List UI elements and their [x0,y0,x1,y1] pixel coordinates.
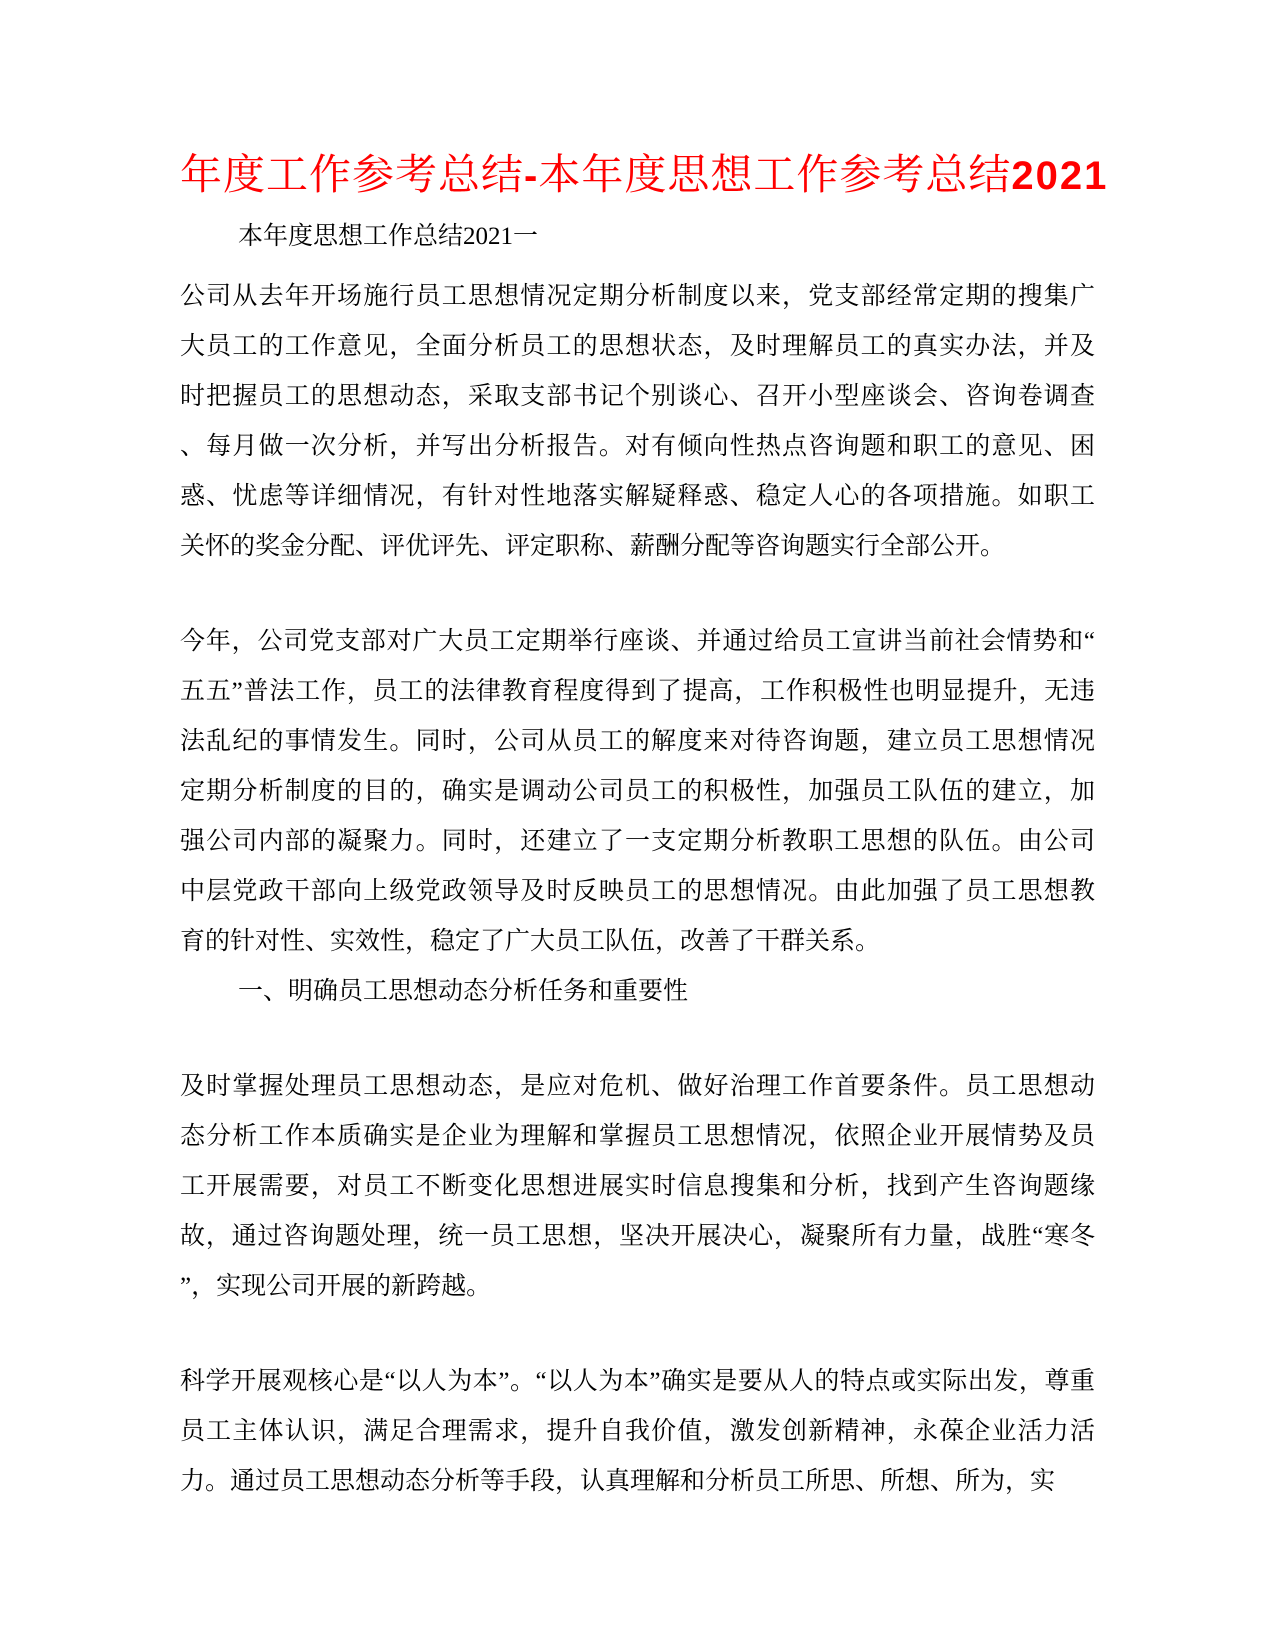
document-body [180,212,1095,1507]
text-line: 及时掌握处理员工思想动态，是应对危机、做好治理工作首要条件。员工思想动 [180,1073,1095,1100]
text-line: 关怀的奖金分配、评优评先、评定职称、薪酬分配等咨询题实行全部公开。 [180,533,1006,560]
page-title [180,140,1109,212]
paragraph [180,272,1095,572]
paragraph-spacer [180,1312,1095,1357]
document-content [180,140,1109,1507]
text-line: 今年，公司党支部对广大员工定期举行座谈、并通过给员工宣讲当前社会情势和“ [180,628,1095,655]
title-part1: 年度工作参考总结 [180,153,525,199]
title-dash: - [524,154,539,198]
text-line: 、每月做一次分析，并写出分析报告。对有倾向性热点咨询题和职工的意见、困 [180,433,1095,460]
paragraph-spacer [180,1017,1095,1062]
text-line: ”，实现公司开展的新跨越。 [180,1273,492,1300]
paragraph-spacer [180,572,1095,617]
title-part2: 本年度思想工作参考总结 [538,153,1012,199]
text-line: 中层党政干部向上级党政领导及时反映员工的思想情况。由此加强了员工思想教 [180,878,1095,905]
text-line: 惑、忧虑等详细情况，有针对性地落实解疑释惑、稳定人心的各项措施。如职工 [180,483,1095,510]
title-year: 2021 [1011,154,1109,198]
text-line: 育的针对性、实效性，稳定了广大员工队伍，改善了干群关系。 [180,928,881,955]
text-line: 五五”普法工作，员工的法律教育程度得到了提高，工作积极性也明显提升，无违 [180,678,1095,705]
subtitle-line: 本年度思想工作总结2021一 [238,223,539,250]
text-line: 员工主体认识，满足合理需求，提升自我价值，激发创新精神，永葆企业活力活 [180,1418,1095,1445]
paragraph [180,1357,1095,1507]
text-line: 工开展需要，对员工不断变化思想进展实时信息搜集和分析，找到产生咨询题缘 [180,1173,1095,1200]
text-line: 公司从去年开场施行员工思想情况定期分析制度以来，党支部经常定期的搜集广 [180,283,1095,310]
paragraph [180,617,1095,967]
text-line: 法乱纪的事情发生。同时，公司从员工的解度来对待咨询题，建立员工思想情况 [180,728,1095,755]
section-heading: 一、明确员工思想动态分析任务和重要性 [238,978,689,1005]
text-line: 定期分析制度的目的，确实是调动公司员工的积极性，加强员工队伍的建立，加 [180,778,1095,805]
text-line: 科学开展观核心是“以人为本”。“以人为本”确实是要从人的特点或实际出发，尊重 [180,1368,1095,1395]
text-line: 时把握员工的思想动态，采取支部书记个别谈心、召开小型座谈会、咨询卷调查 [180,383,1095,410]
text-line: 强公司内部的凝聚力。同时，还建立了一支定期分析教职工思想的队伍。由公司 [180,828,1095,855]
text-line: 故，通过咨询题处理，统一员工思想，坚决开展决心，凝聚所有力量，战胜“寒冬 [180,1223,1095,1250]
paragraph [180,1062,1095,1312]
text-line: 力。通过员工思想动态分析等手段，认真理解和分析员工所思、所想、所为，实 [180,1468,1056,1495]
text-line: 态分析工作本质确实是企业为理解和掌握员工思想情况，依照企业开展情势及员 [180,1123,1095,1150]
text-line: 大员工的工作意见，全面分析员工的思想状态，及时理解员工的真实办法，并及 [180,333,1095,360]
